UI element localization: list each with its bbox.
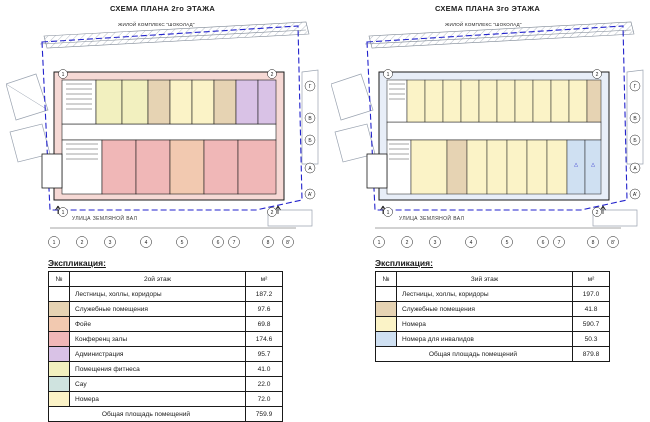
- legend-color-swatch: [49, 377, 70, 392]
- legend-room-name: Лестницы, холлы, коридоры: [397, 287, 573, 302]
- svg-text:3: 3: [433, 240, 437, 246]
- legend-color-swatch: [49, 302, 70, 317]
- legend-room-area: 174.6: [246, 332, 283, 347]
- complex-label-right: ЖИЛОЙ КОМПЛЕКС "ШОКОЛАД": [445, 22, 522, 27]
- plan-drawing-3rd: [331, 14, 644, 254]
- svg-text:7: 7: [232, 240, 236, 246]
- svg-text:1: 1: [52, 240, 56, 246]
- legend-room-name: Служебные помещения: [397, 302, 573, 317]
- legend-room-area: 95.7: [246, 347, 283, 362]
- legend-room-name: Служебные помещения: [70, 302, 246, 317]
- legend-room-name: Номера: [397, 317, 573, 332]
- svg-text:5: 5: [505, 240, 509, 246]
- svg-text:1: 1: [377, 240, 381, 246]
- svg-text:А': А': [307, 192, 313, 198]
- legend-total-area: 759.9: [246, 407, 283, 422]
- legend-room-area: 97.6: [246, 302, 283, 317]
- legend-room-name: Cay: [70, 377, 246, 392]
- legend-room-area: 41.0: [246, 362, 283, 377]
- svg-text:2: 2: [405, 240, 409, 246]
- svg-text:2: 2: [80, 240, 84, 246]
- svg-text:1: 1: [386, 72, 390, 78]
- legend-row: [376, 317, 610, 332]
- svg-text:3: 3: [108, 240, 112, 246]
- svg-text:Б: Б: [633, 138, 637, 144]
- svg-text:8: 8: [266, 240, 270, 246]
- legend-total-row: [376, 347, 610, 362]
- svg-text:8: 8: [591, 240, 595, 246]
- legend-room-area: 590.7: [573, 317, 610, 332]
- legend-total-label: Общая площадь помещений: [49, 407, 246, 422]
- legend-room-area: 69.8: [246, 317, 283, 332]
- legend-room-name: Номера: [70, 392, 246, 407]
- legend-row: [49, 287, 283, 302]
- floor-plan-panel-3rd: [325, 0, 650, 414]
- complex-label-left: ЖИЛОЙ КОМПЛЕКС "ШОКОЛАД": [118, 22, 195, 27]
- svg-text:6: 6: [216, 240, 220, 246]
- legend-title-left: Экспликация:: [48, 258, 106, 268]
- svg-text:2: 2: [270, 210, 274, 216]
- svg-text:4: 4: [469, 240, 473, 246]
- legend-row: [49, 392, 283, 407]
- svg-text:А': А': [632, 192, 638, 198]
- svg-text:Г: Г: [308, 84, 312, 90]
- legend-color-swatch: [49, 317, 70, 332]
- legend-room-name: Администрация: [70, 347, 246, 362]
- svg-text:7: 7: [557, 240, 561, 246]
- legend-color-swatch: [49, 287, 70, 302]
- legend-row: [49, 362, 283, 377]
- svg-text:А: А: [633, 166, 637, 172]
- legend-total-row: [49, 407, 283, 422]
- street-label-right: УЛИЦА ЗЕМЛЯНОЙ ВАЛ: [399, 216, 465, 222]
- legend-color-swatch: [376, 302, 397, 317]
- legend-color-swatch: [49, 362, 70, 377]
- legend-col-number: №: [49, 272, 70, 287]
- legend-row: [376, 332, 610, 347]
- legend-room-name: Номера для инвалидов: [397, 332, 573, 347]
- svg-text:8': 8': [611, 240, 615, 246]
- legend-room-area: 50.3: [573, 332, 610, 347]
- legend-col-area: м²: [573, 272, 610, 287]
- legend-room-area: 187.2: [246, 287, 283, 302]
- floor-plan-panel-2nd: [0, 0, 325, 418]
- legend-table-right: [375, 271, 610, 362]
- legend-3rd-floor: [375, 258, 610, 362]
- svg-text:А: А: [308, 166, 312, 172]
- svg-text:1: 1: [61, 210, 65, 216]
- legend-title-right: Экспликация:: [375, 258, 433, 268]
- svg-text:1: 1: [61, 72, 65, 78]
- plan-drawing-2nd: [6, 14, 319, 254]
- legend-row: [49, 302, 283, 317]
- legend-color-swatch: [376, 317, 397, 332]
- legend-header-row: [376, 272, 610, 287]
- legend-row: [49, 332, 283, 347]
- legend-room-area: 22.0: [246, 377, 283, 392]
- svg-text:2: 2: [270, 72, 274, 78]
- svg-text:Б: Б: [308, 138, 312, 144]
- legend-row: [376, 287, 610, 302]
- legend-row: [49, 347, 283, 362]
- legend-room-name: Лестницы, холлы, коридоры: [70, 287, 246, 302]
- legend-row: [49, 377, 283, 392]
- svg-text:5: 5: [180, 240, 184, 246]
- svg-text:Г: Г: [633, 84, 637, 90]
- legend-col-floor: Зий этаж: [397, 272, 573, 287]
- legend-color-swatch: [376, 332, 397, 347]
- legend-header-row: [49, 272, 283, 287]
- legend-table-left: [48, 271, 283, 422]
- svg-text:6: 6: [541, 240, 545, 246]
- legend-room-name: Конференц залы: [70, 332, 246, 347]
- legend-row: [49, 317, 283, 332]
- street-label-left: УЛИЦА ЗЕМЛЯНОЙ ВАЛ: [72, 216, 138, 222]
- plan-title-2nd: СХЕМА ПЛАНА 2го ЭТАЖА: [109, 4, 216, 13]
- svg-text:1: 1: [386, 210, 390, 216]
- svg-text:В: В: [308, 116, 312, 122]
- plan-title-3rd: СХЕМА ПЛАНА 3го ЭТАЖА: [434, 4, 541, 13]
- svg-text:4: 4: [144, 240, 148, 246]
- legend-room-area: 197.0: [573, 287, 610, 302]
- legend-2nd-floor: [48, 258, 283, 422]
- legend-col-area: м²: [246, 272, 283, 287]
- legend-room-name: Помещения фитнеса: [70, 362, 246, 377]
- svg-text:△: △: [574, 162, 578, 168]
- svg-text:8': 8': [286, 240, 290, 246]
- svg-text:В: В: [633, 116, 637, 122]
- svg-text:2: 2: [595, 72, 599, 78]
- legend-row: [376, 302, 610, 317]
- legend-room-area: 41.8: [573, 302, 610, 317]
- legend-color-swatch: [49, 347, 70, 362]
- legend-col-number: №: [376, 272, 397, 287]
- legend-room-area: 72.0: [246, 392, 283, 407]
- legend-room-name: Фойе: [70, 317, 246, 332]
- legend-color-swatch: [376, 287, 397, 302]
- legend-col-floor: 2ой этаж: [70, 272, 246, 287]
- legend-total-area: 879.8: [573, 347, 610, 362]
- legend-color-swatch: [49, 332, 70, 347]
- svg-text:2: 2: [595, 210, 599, 216]
- legend-total-label: Общая площадь помещений: [376, 347, 573, 362]
- legend-color-swatch: [49, 392, 70, 407]
- svg-text:△: △: [591, 162, 595, 168]
